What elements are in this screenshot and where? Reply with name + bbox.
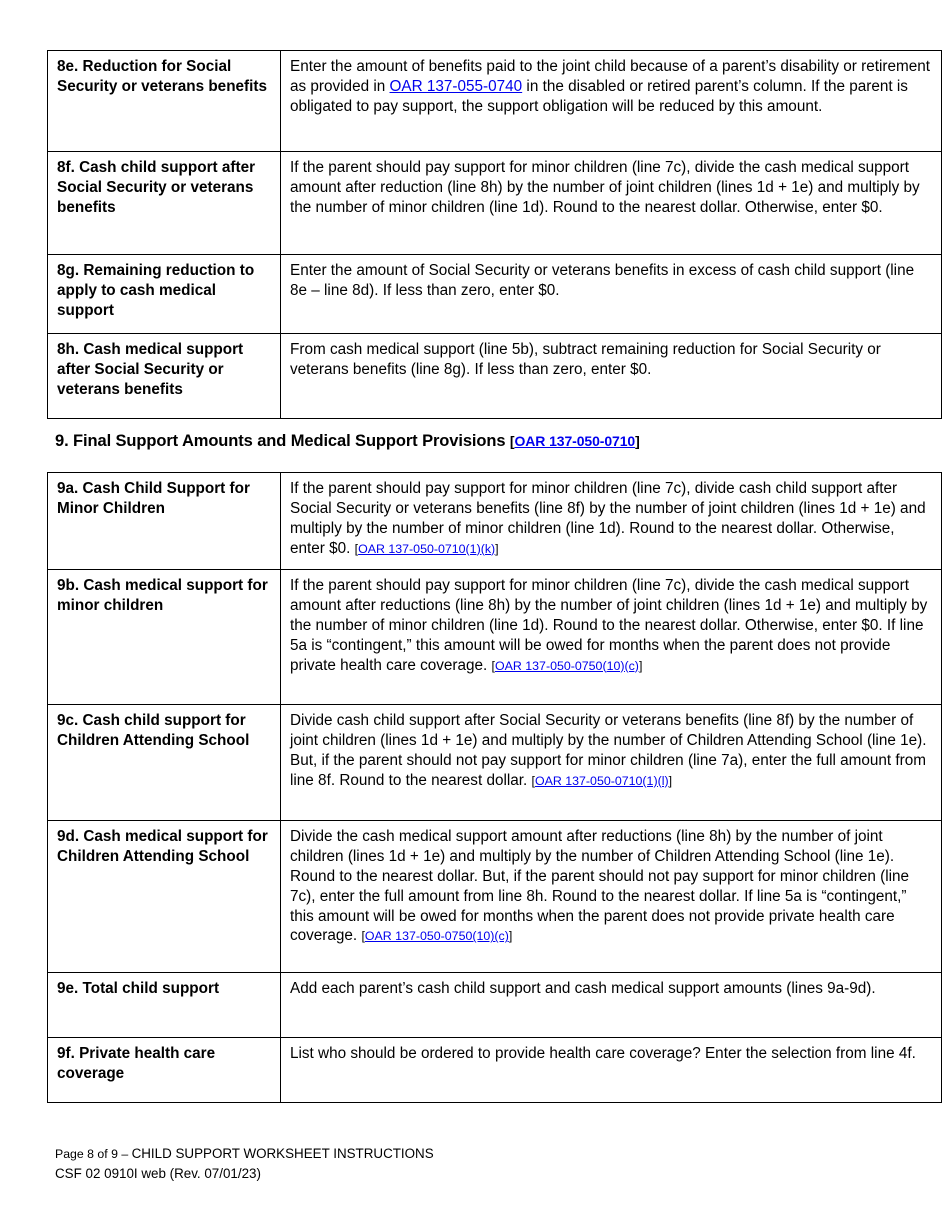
row-label-9c: 9c. Cash child support for Children Attending School [48, 705, 281, 821]
row-label-9a: 9a. Cash Child Support for Minor Children [48, 473, 281, 570]
row-label-9b: 9b. Cash medical support for minor children [48, 570, 281, 705]
footer-form-id: CSF 02 0910I web (Rev. 07/01/23) [55, 1165, 261, 1181]
row-label-9e: 9e. Total child support [48, 973, 281, 1038]
footer-document-title: CHILD SUPPORT WORKSHEET INSTRUCTIONS [131, 1146, 434, 1161]
bracket-open: [ [509, 433, 515, 449]
row-body-9a [281, 473, 942, 570]
bracket-close: ] [635, 433, 640, 449]
bracket-close: ] [495, 541, 499, 556]
row-label-8e: 8e. Reduction for Social Security or veterans benefits [48, 51, 281, 152]
bracket-open: [ [361, 929, 365, 944]
bracket-open: [ [491, 658, 495, 673]
table-row [48, 152, 942, 255]
row-label-8f: 8f. Cash child support after Social Security or veterans benefits [48, 152, 281, 255]
row-citation-9a [355, 542, 499, 556]
table-row [48, 51, 942, 152]
table-row [48, 334, 942, 419]
row-body-9e: Add each parent’s cash child support and cash medical support amounts (lines 9a-9d). [281, 973, 942, 1038]
bracket-open: [ [354, 541, 359, 556]
table-row [48, 705, 942, 821]
section-9-heading [55, 432, 640, 451]
row-label-8h: 8h. Cash medical support after Social Security or veterans benefits [48, 334, 281, 419]
table-row [48, 570, 942, 705]
row-citation-9b [492, 659, 643, 673]
row-body-8h: From cash medical support (line 5b), subtract remaining reduction for Social Security or veterans benefits (line 8g). If less than zero, enter $0. [281, 334, 942, 419]
oar-link-137-050-0710[interactable]: OAR 137-050-0710 [514, 433, 636, 449]
page-footer [55, 1144, 434, 1183]
footer-line-1 [55, 1144, 434, 1164]
oar-link-137-050-0710-1-k[interactable]: OAR 137-050-0710(1)(k) [358, 541, 496, 556]
row-label-8g: 8g. Remaining reduction to apply to cash medical support [48, 255, 281, 334]
row-body-8g: Enter the amount of Social Security or veterans benefits in excess of cash child support (line 8e – line 8d). If less than zero, enter $0. [281, 255, 942, 334]
section-9-instructions-table [47, 472, 942, 1103]
row-citation-9c [532, 774, 673, 788]
row-body-8f: If the parent should pay support for minor children (line 7c), divide the cash medical support amount after reduction (line 8h) by the number of joint children (lines 1d + 1e) and multiply by the number of minor children (line 1d). Round to the nearest dollar. Otherwise, enter $0. [281, 152, 942, 255]
table-row [48, 1038, 942, 1103]
row-body-9b [281, 570, 942, 705]
table-row [48, 255, 942, 334]
oar-link-137-055-0740[interactable]: OAR 137-055-0740 [389, 77, 523, 95]
table-row [48, 973, 942, 1038]
row-body-9d [281, 821, 942, 973]
oar-link-137-050-0710-1-l[interactable]: OAR 137-050-0710(1)(l) [534, 773, 669, 788]
row-text-8e-part2: in the disabled or retired parent’s column. If the parent is obligated to pay support, the support obligation will be reduced by this amount. [290, 77, 908, 115]
row-body-9c [281, 705, 942, 821]
row-text-9c: Divide cash child support after Social Security or veterans benefits (line 8f) by the number of joint children (lines 1d + 1e) and multiply by the number of Children Attending School (line 1e). But, if the parent should not pay support for minor children (line 7a), enter the full amount from line 8f. Round to the nearest dollar. [290, 712, 927, 789]
bracket-close: ] [668, 773, 673, 788]
table-row [48, 821, 942, 973]
row-label-9f: 9f. Private health care coverage [48, 1038, 281, 1103]
bracket-open: [ [531, 773, 535, 788]
oar-link-137-050-0750-10-c[interactable]: OAR 137-050-0750(10)(c) [494, 658, 639, 673]
row-text-9b: If the parent should pay support for minor children (line 7c), divide the cash medical support amount after reductions (line 8h) by the number of joint children (lines 1d + 1e) and multiply by the number of minor children (line 1d). Round to the nearest dollar. Otherwise, enter $0. If line 5a is “contingent,” this amount will be owed for months when the parent does not provide private health care coverage. [290, 577, 928, 674]
bracket-close: ] [508, 929, 513, 944]
row-body-9f: List who should be ordered to provide health care coverage? Enter the selection from line 4f. [281, 1038, 942, 1103]
row-body-8e [281, 51, 942, 152]
row-text-8e-part1: Enter the amount of benefits paid to the joint child because of a parent’s disability or retirement as provided in [290, 58, 931, 95]
row-text-9a: If the parent should pay support for minor children (line 7c), divide cash child support after Social Security or veterans benefits (line 8f) by the number of joint children (lines 1d + 1e) and multiply by the number of minor children (line 1d). Round to the nearest dollar. Otherwise, enter $0. [290, 480, 926, 557]
section-9-citation [510, 433, 640, 449]
footer-page-number: Page 8 of 9 – [55, 1147, 132, 1161]
bracket-close: ] [638, 658, 643, 673]
row-label-9d: 9d. Cash medical support for Children Attending School [48, 821, 281, 973]
section-9-title: 9. Final Support Amounts and Medical Support Provisions [55, 432, 510, 450]
oar-link-137-050-0750-10-c[interactable]: OAR 137-050-0750(10)(c) [364, 929, 509, 944]
table-row [48, 473, 942, 570]
row-text-9d: Divide the cash medical support amount after reductions (line 8h) by the number of joint children (lines 1d + 1e) and multiply by the number of Children Attending School (line 1e). Round to the nearest dollar. But, if the parent should not pay support for minor children (line 7c), enter the full amount from line 8h. Round to the nearest dollar. If line 5a is “contingent,” this amount will be owed for months when the parent does not provide private health care coverage. [290, 828, 910, 945]
section-8-instructions-table [47, 50, 942, 419]
row-citation-9d [361, 929, 512, 943]
